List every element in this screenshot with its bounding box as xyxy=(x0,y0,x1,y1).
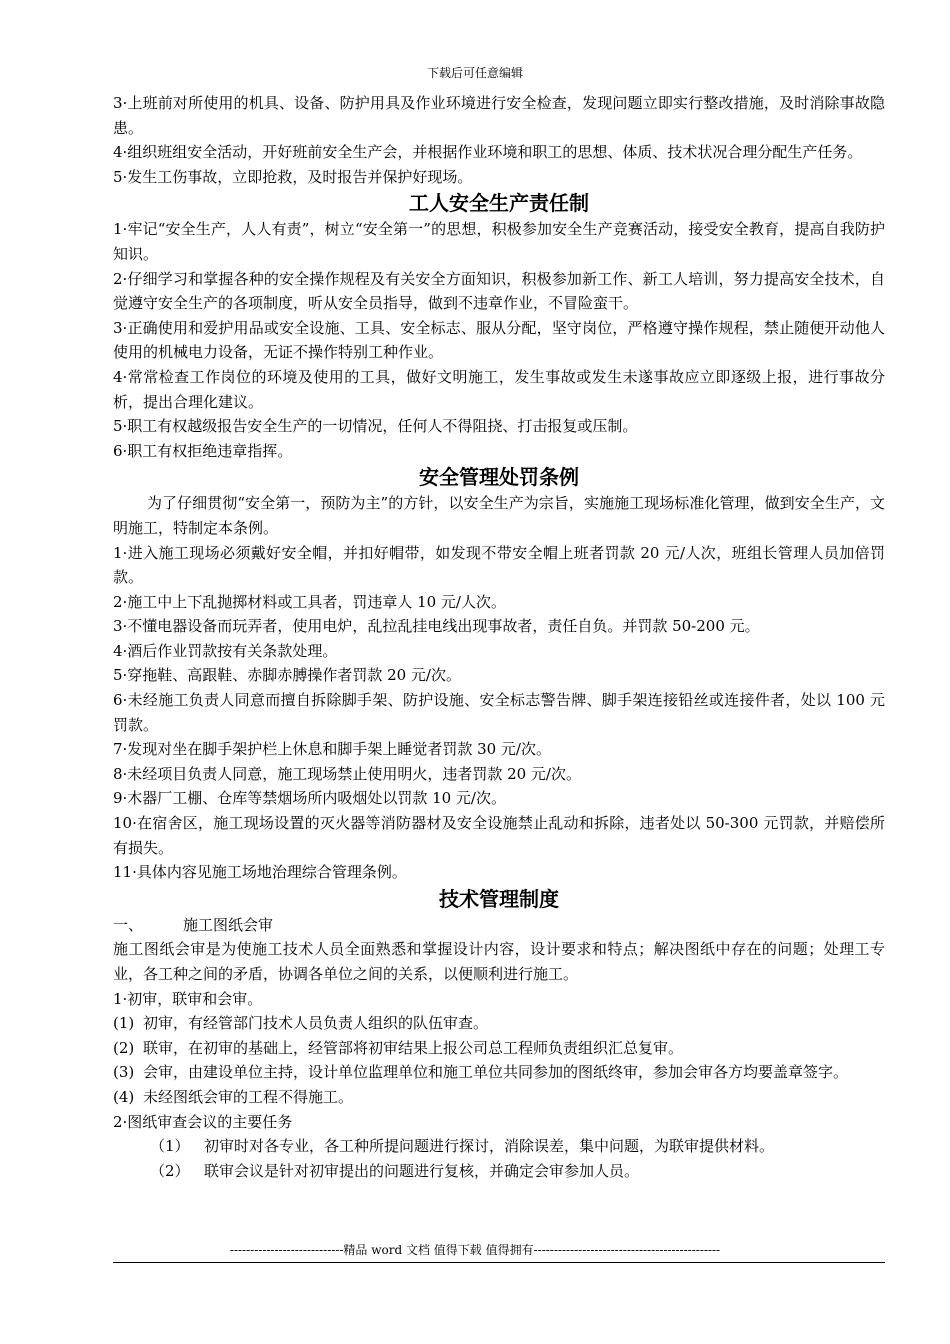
sub-list-number: （1） xyxy=(150,1137,190,1156)
paragraph: 4·酒后作业罚款按有关条款处理。 xyxy=(113,641,338,660)
section-title-worker-safety: 工人安全生产责任制 xyxy=(409,191,589,216)
list-item xyxy=(113,1011,885,1036)
sub-list-item xyxy=(113,1159,885,1184)
paragraph: 9·木器厂工棚、仓库等禁烟场所内吸烟处以罚款 10 元/次。 xyxy=(113,789,506,808)
list-text: 会审，由建设单位主持，设计单位监理单位和施工单位共同参加的图纸终审，参加会审各方均要盖章签字。 xyxy=(143,1063,849,1082)
list-item xyxy=(113,1060,885,1085)
paragraph: 1·牢记“安全生产，人人有责”，树立“安全第一”的思想，积极参加安全生产竞赛活动，接受安全教育，提高自我防护知识。 xyxy=(113,220,885,263)
paragraph: 3·不懂电器设备而玩弄者，使用电炉，乱拉乱挂电线出现事故者，责任自负。并罚款 50-200 元。 xyxy=(113,617,760,636)
paragraph: 6·未经施工负责人同意而擅自拆除脚手架、防护设施、安全标志警告牌、脚手架连接铅丝或连接件者，处以 100 元罚款。 xyxy=(113,691,885,734)
paragraph: 5·穿拖鞋、高跟鞋、赤脚赤膊操作者罚款 20 元/次。 xyxy=(113,666,461,685)
list-text: 联审，在初审的基础上，经管部将初审结果上报公司总工程师负责组织汇总复审。 xyxy=(143,1038,684,1057)
list-number: (2) xyxy=(113,1038,135,1057)
footer-divider xyxy=(113,1262,885,1263)
section-title-penalty-rules: 安全管理处罚条例 xyxy=(419,465,579,490)
paragraph: 10·在宿舍区，施工现场设置的灭火器等消防器材及安全设施禁止乱动和拆除，违者处以 50-300 元罚款，并赔偿所有损失。 xyxy=(113,814,885,857)
list-item xyxy=(113,1085,885,1110)
list-text: 初审，有经管部门技术人员负责人组织的队伍审查。 xyxy=(143,1014,489,1033)
paragraph: 2·施工中上下乱抛掷材料或工具者，罚违章人 10 元/人次。 xyxy=(113,592,506,611)
paragraph: 11·具体内容见施工场地治理综合管理条例。 xyxy=(113,863,407,882)
paragraph: 8·未经项目负责人同意，施工现场禁止使用明火，违者罚款 20 元/次。 xyxy=(113,764,581,783)
paragraph: 7·发现对坐在脚手架护栏上休息和脚手架上睡觉者罚款 30 元/次。 xyxy=(113,740,551,759)
paragraph: 4·组织班组安全活动，开好班前安全生产会，并根据作业环境和职工的思想、体质、技术状况合理分配生产任务。 xyxy=(113,143,863,162)
document-body xyxy=(113,91,885,1183)
paragraph: 1·初审，联审和会审。 xyxy=(113,989,263,1008)
paragraph: 2·图纸审查会议的主要任务 xyxy=(113,1112,293,1131)
list-number: (3) xyxy=(113,1063,135,1082)
sub-list-item xyxy=(113,1134,885,1159)
page-footer: ----------------------------精品 word 文档 值得下载 值得拥有---------------------------------------------- xyxy=(229,1243,721,1257)
paragraph: 5·发生工伤事故，立即抢救，及时报告并保护好现场。 xyxy=(113,167,473,186)
paragraph: 3·上班前对所使用的机具、设备、防护用具及作业环境进行安全检查，发现问题立即实行整改措施，及时消除事故隐患。 xyxy=(113,94,885,137)
paragraph: 5·职工有权越级报告安全生产的一切情况，任何人不得阻挠、打击报复或压制。 xyxy=(113,417,638,436)
page-header: 下载后可任意编辑 xyxy=(426,66,523,80)
heading-text: 施工图纸会审 xyxy=(183,915,274,934)
sub-list-text: 联审会议是针对初审提出的问题进行复核，并确定会审参加人员。 xyxy=(204,1161,640,1180)
paragraph: 4·常常检查工作岗位的环境及使用的工具，做好文明施工，发生事故或发生未遂事故应立即逐级上报，进行事故分析，提出合理化建议。 xyxy=(113,367,885,411)
paragraph: 1·进入施工现场必须戴好安全帽，并扣好帽带，如发现不带安全帽上班者罚款 20 元/人次，班组长管理人员加倍罚款。 xyxy=(113,543,885,587)
paragraph: 施工图纸会审是为使施工技术人员全面熟悉和掌握设计内容，设计要求和特点；解决图纸中存在的问题；处理工专业，各工种之间的矛盾，协调各单位之间的关系，以便顺利进行施工。 xyxy=(113,940,885,983)
paragraph-intro: 为了仔细贯彻“安全第一，预防为主”的方针，以安全生产为宗旨，实施施工现场标准化管理，做到安全生产，文明施工，特制定本条例。 xyxy=(113,494,885,537)
section-title-tech-management: 技术管理制度 xyxy=(439,886,559,911)
paragraph: 2·仔细学习和掌握各种的安全操作规程及有关安全方面知识，积极参加新工作、新工人培训，努力提高安全技术，自觉遵守安全生产的各项制度，听从安全员指导，做到不违章作业，不冒险蛮干。 xyxy=(113,269,885,313)
list-number: (4) xyxy=(113,1087,135,1106)
subsection-heading xyxy=(113,913,885,938)
paragraph: 3·正确使用和爱护用品或安全设施、工具、安全标志、服从分配，坚守岗位，严格遵守操作规程，禁止随便开动他人使用的机械电力设备，无证不操作特别工种作业。 xyxy=(113,318,885,362)
list-text: 未经图纸会审的工程不得施工。 xyxy=(143,1087,354,1106)
list-number: (1) xyxy=(113,1014,135,1033)
sub-list-number: （2） xyxy=(150,1161,190,1180)
paragraph: 6·职工有权拒绝违章指挥。 xyxy=(113,441,293,460)
list-item xyxy=(113,1036,885,1061)
heading-number: 一、 xyxy=(113,915,144,934)
sub-list-text: 初审时对各专业，各工种所提问题进行探讨，消除误差，集中问题，为联审提供材料。 xyxy=(204,1137,775,1156)
